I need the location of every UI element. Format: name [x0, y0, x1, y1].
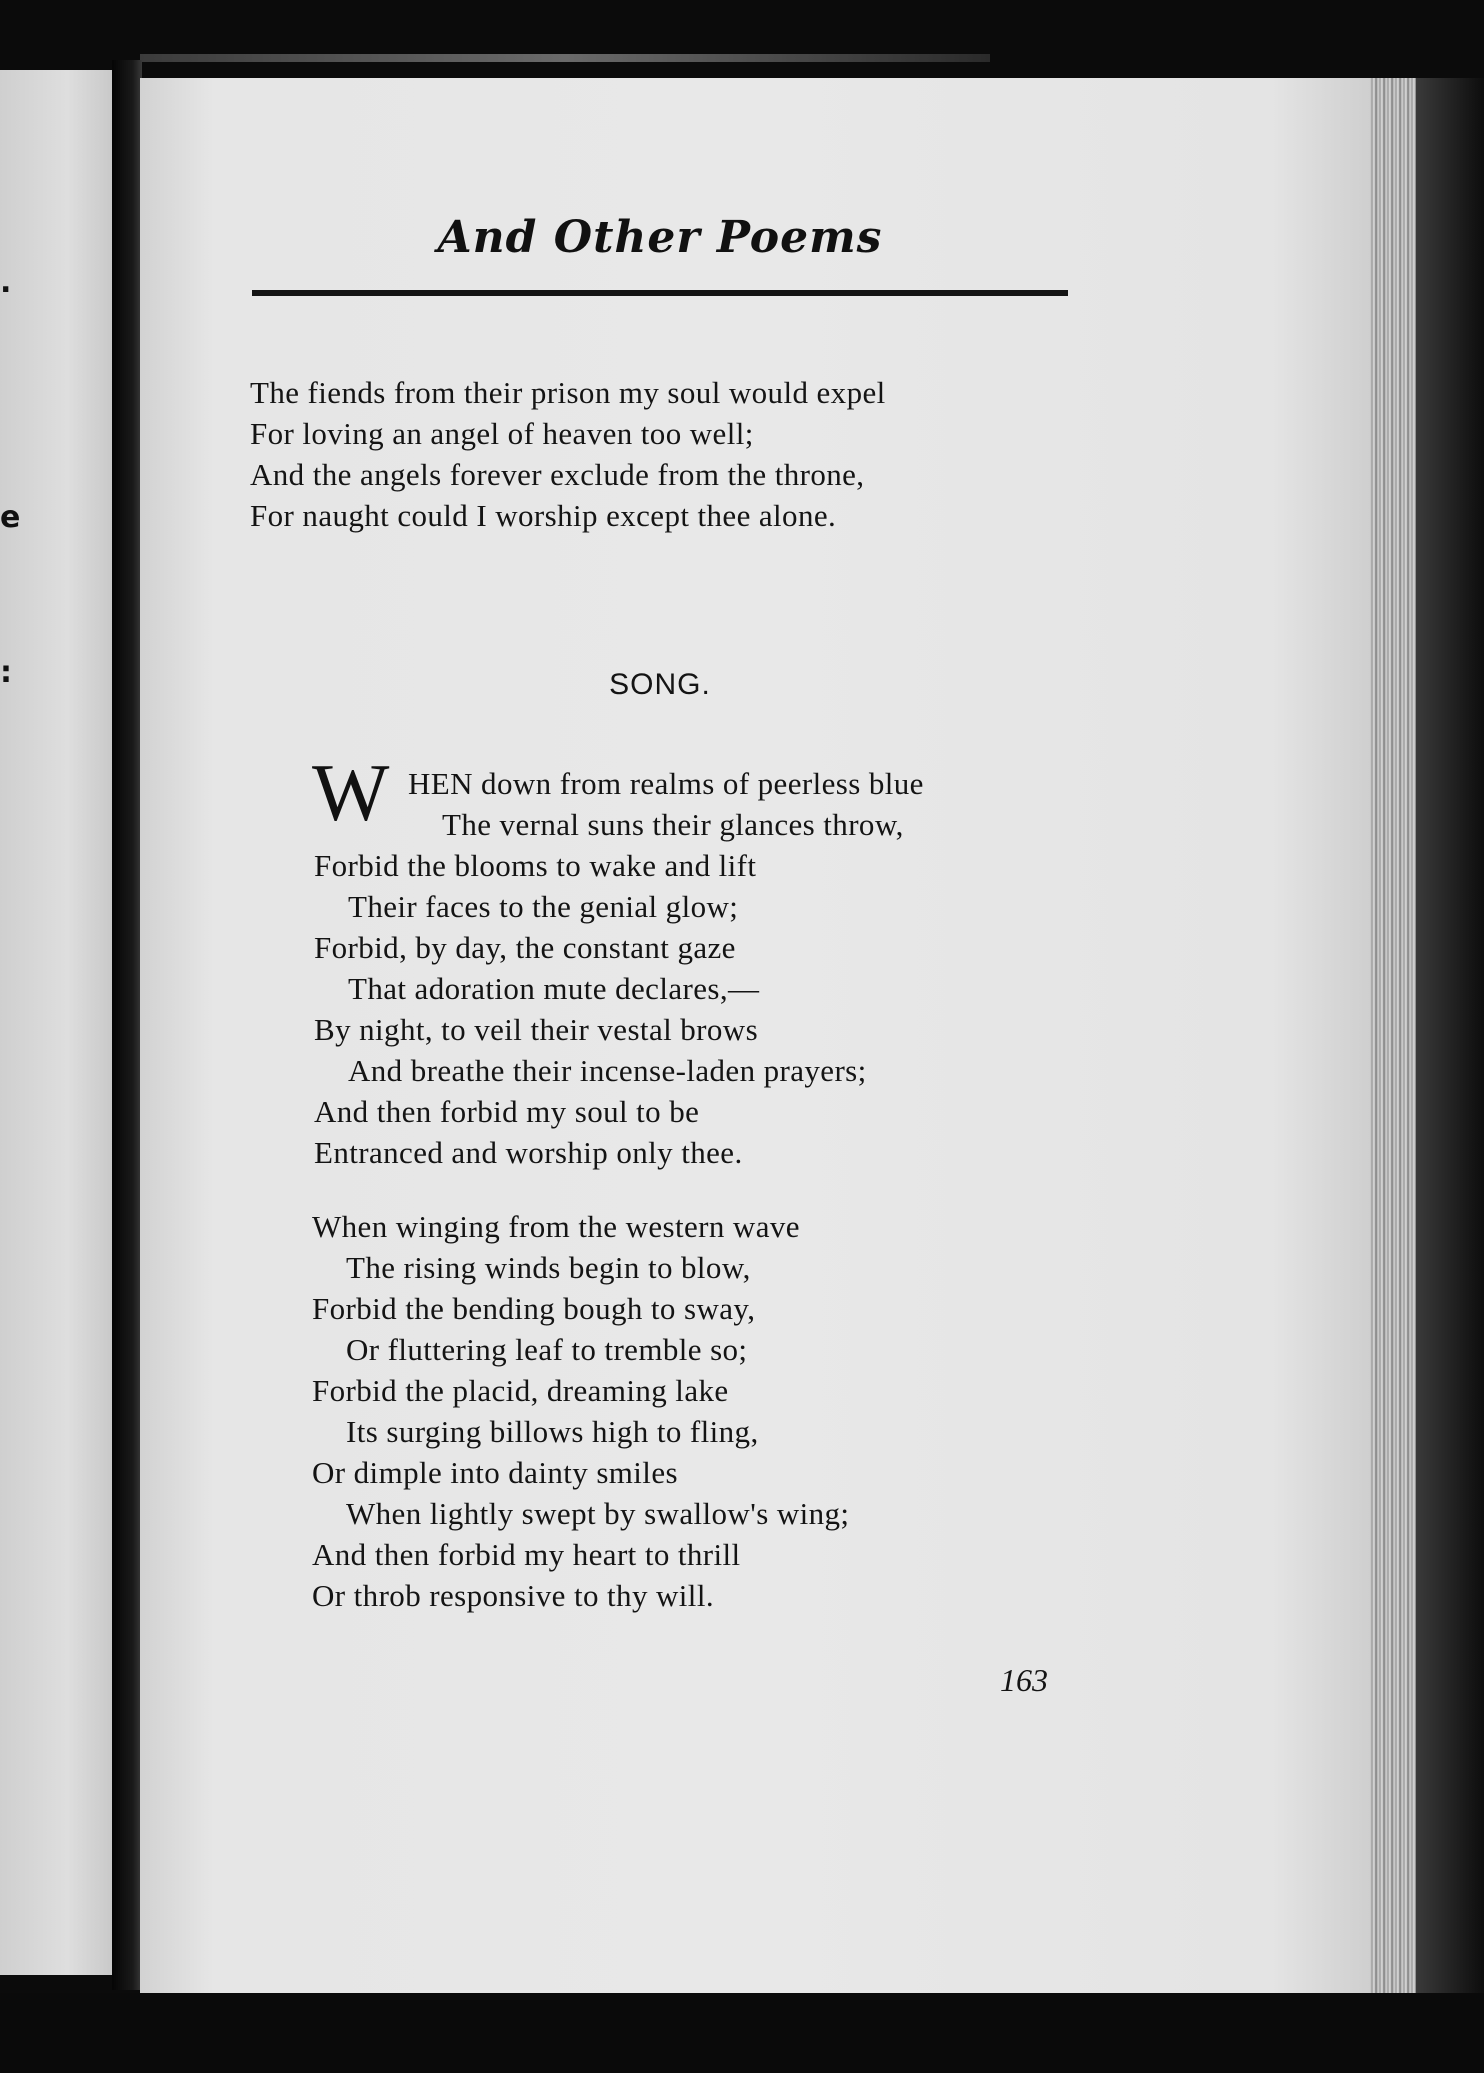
poem-line: And then forbid my heart to thrill: [312, 1537, 741, 1572]
poem-line: And the angels forever exclude from the throne,: [250, 457, 865, 492]
poem-line: The fiends from their prison my soul would expel: [250, 375, 886, 410]
running-head: And Other Poems: [437, 212, 883, 263]
poem-line: HEN down from realms of peerless blue: [408, 766, 924, 801]
left-facing-page: [0, 70, 112, 1975]
scan-bottom-border: [0, 1993, 1484, 2073]
page-number: 163: [1000, 1662, 1048, 1698]
poem-line: And then forbid my soul to be: [314, 1094, 700, 1129]
left-page-mark: .: [0, 265, 12, 300]
song-title: SONG.: [609, 668, 711, 701]
poem-line: Their faces to the genial glow;: [348, 889, 739, 924]
poem-line: For loving an angel of heaven too well;: [250, 416, 754, 451]
poem-line: Forbid the bending bough to sway,: [312, 1291, 756, 1326]
poem-line: Entranced and worship only thee.: [314, 1135, 743, 1170]
page-top-edge: [140, 54, 990, 62]
poem-line: And breathe their incense-laden prayers;: [348, 1053, 867, 1088]
poem-line: The rising winds begin to blow,: [346, 1250, 751, 1285]
poem-line: For naught could I worship except thee alone.: [250, 498, 837, 533]
poem-line: Its surging billows high to fling,: [346, 1414, 759, 1449]
poem-line: When winging from the western wave: [312, 1209, 800, 1244]
poem-line: By night, to veil their vestal brows: [314, 1012, 759, 1047]
left-page-mark: :: [0, 655, 12, 690]
poem-line: Forbid, by day, the constant gaze: [314, 930, 736, 965]
book-gutter: [112, 60, 142, 1990]
book-cover-edge: [1416, 78, 1484, 1993]
poem-line: The vernal suns their glances throw,: [442, 807, 904, 842]
poem-line: Forbid the blooms to wake and lift: [314, 848, 757, 883]
poem-line: That adoration mute declares,—: [348, 971, 760, 1006]
poem-line: Or dimple into dainty smiles: [312, 1455, 678, 1490]
drop-cap: W: [312, 747, 390, 838]
left-page-mark: e: [0, 500, 21, 535]
poem-line: Forbid the placid, dreaming lake: [312, 1373, 729, 1408]
header-rule: [252, 290, 1068, 296]
page-edges: [1370, 78, 1416, 1993]
poem-line: Or throb responsive to thy will.: [312, 1578, 714, 1613]
poem-line: Or fluttering leaf to tremble so;: [346, 1332, 748, 1367]
poem-line: When lightly swept by swallow's wing;: [346, 1496, 850, 1531]
